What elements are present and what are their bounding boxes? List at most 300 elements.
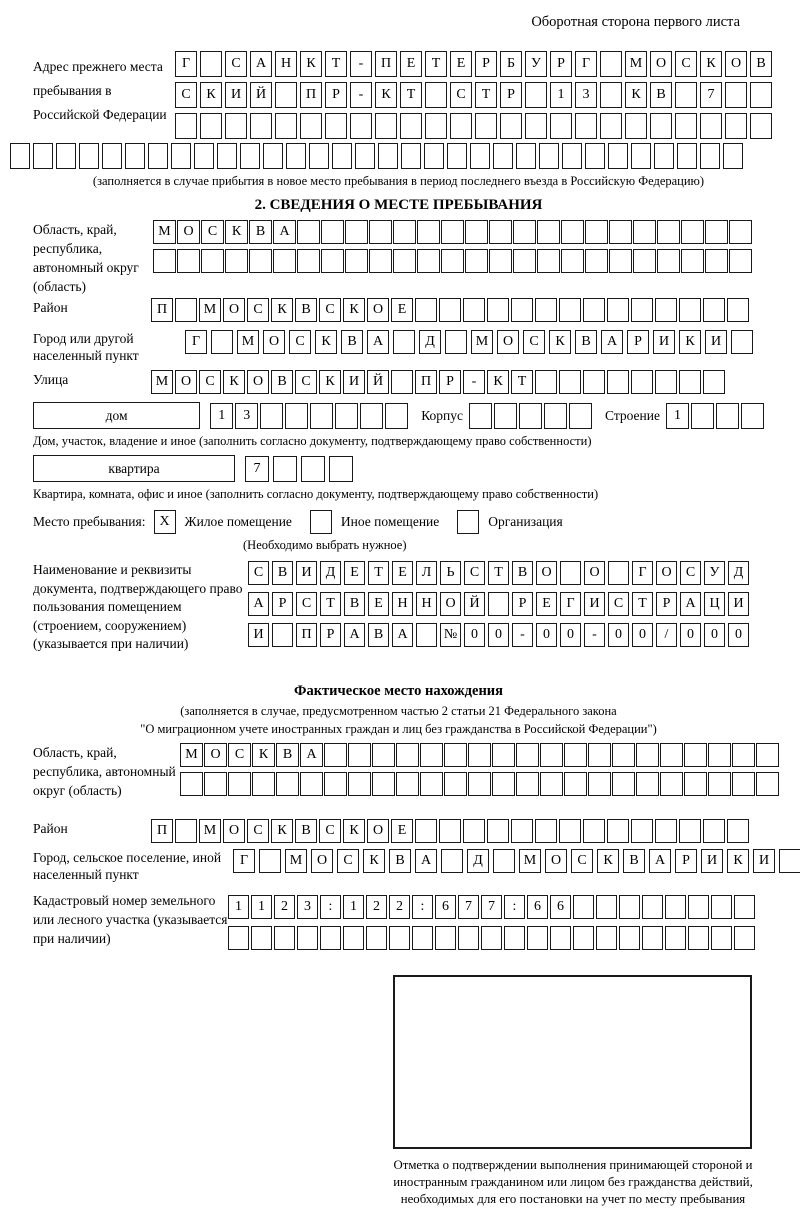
char-cell xyxy=(504,926,525,950)
char-cell: О xyxy=(497,330,519,354)
char-cell xyxy=(393,220,416,244)
char-cell xyxy=(493,143,513,169)
char-cell xyxy=(329,456,353,482)
char-cell xyxy=(465,249,488,273)
stay-option-checkbox-residential: X xyxy=(154,510,176,534)
char-cell: 1 xyxy=(343,895,364,919)
char-cell: И xyxy=(653,330,675,354)
char-cell xyxy=(345,220,368,244)
char-cell xyxy=(642,895,663,919)
char-cell: К xyxy=(225,220,248,244)
char-grid-row xyxy=(248,623,749,647)
char-cell: 2 xyxy=(389,895,410,919)
document-block xyxy=(33,561,764,673)
char-cell xyxy=(200,113,222,139)
document-grid xyxy=(248,561,749,647)
char-cell: Е xyxy=(400,51,422,77)
char-cell: Г xyxy=(175,51,197,77)
char-cell: / xyxy=(656,623,677,647)
char-cell xyxy=(583,370,605,394)
char-cell xyxy=(251,926,272,950)
actual-region-grid xyxy=(180,743,779,796)
char-cell xyxy=(608,561,629,585)
char-grid-row xyxy=(469,403,592,429)
char-cell: С xyxy=(608,592,629,616)
char-cell xyxy=(540,772,563,796)
char-cell xyxy=(560,561,581,585)
char-cell xyxy=(688,926,709,950)
char-cell: - xyxy=(584,623,605,647)
char-cell xyxy=(332,143,352,169)
char-cell: - xyxy=(350,51,372,77)
stamp-caption: Отметка о подтверждении выполнения принимающей стороной и иностранным гражданином или лицом без гражданства действий, необходимых для его постановки на учет по месту пребывания xyxy=(393,1158,753,1206)
char-cell xyxy=(153,249,176,273)
char-cell: Н xyxy=(392,592,413,616)
char-cell xyxy=(252,772,275,796)
char-cell: 0 xyxy=(464,623,485,647)
char-cell: 0 xyxy=(728,623,749,647)
char-cell: О xyxy=(175,370,197,394)
char-cell: О xyxy=(545,849,567,873)
char-cell: В xyxy=(344,592,365,616)
char-cell xyxy=(79,143,99,169)
char-cell xyxy=(378,143,398,169)
char-cell: Т xyxy=(488,561,509,585)
char-grid-row xyxy=(248,592,749,616)
char-cell xyxy=(703,298,725,322)
stay-option-label-organization: Организация xyxy=(488,514,563,529)
char-cell xyxy=(171,143,191,169)
char-cell xyxy=(750,82,772,108)
char-cell xyxy=(321,220,344,244)
char-cell: К xyxy=(363,849,385,873)
char-cell: В xyxy=(623,849,645,873)
char-cell: 2 xyxy=(274,895,295,919)
char-cell: У xyxy=(704,561,725,585)
char-cell xyxy=(297,926,318,950)
actual-location-note-1: (заполняется в случае, предусмотренном частью 2 статьи 21 Федерального закона xyxy=(180,704,617,718)
char-cell xyxy=(750,113,772,139)
char-cell xyxy=(583,819,605,843)
char-cell xyxy=(756,743,779,767)
char-cell xyxy=(681,220,704,244)
char-cell xyxy=(732,743,755,767)
char-cell: 1 xyxy=(550,82,572,108)
char-cell xyxy=(301,456,325,482)
char-cell: А xyxy=(392,623,413,647)
actual-district-label: Район xyxy=(33,821,68,836)
char-cell: Р xyxy=(656,592,677,616)
char-cell: В xyxy=(341,330,363,354)
char-cell xyxy=(175,113,197,139)
char-cell xyxy=(175,819,197,843)
char-cell xyxy=(703,370,725,394)
char-cell xyxy=(348,772,371,796)
char-cell xyxy=(444,743,467,767)
char-cell: 1 xyxy=(228,895,249,919)
char-cell: Т xyxy=(400,82,422,108)
char-cell: С xyxy=(225,51,247,77)
char-cell xyxy=(463,819,485,843)
char-cell: М xyxy=(153,220,176,244)
char-cell: Й xyxy=(464,592,485,616)
char-cell xyxy=(463,298,485,322)
char-cell xyxy=(492,743,515,767)
char-cell xyxy=(286,143,306,169)
char-cell xyxy=(607,370,629,394)
char-cell xyxy=(441,249,464,273)
char-cell xyxy=(525,82,547,108)
char-cell xyxy=(272,623,293,647)
char-cell: Р xyxy=(500,82,522,108)
char-cell xyxy=(420,772,443,796)
char-cell xyxy=(564,743,587,767)
char-cell: 0 xyxy=(704,623,725,647)
char-cell: И xyxy=(705,330,727,354)
char-cell xyxy=(729,220,752,244)
char-cell xyxy=(688,895,709,919)
char-cell: К xyxy=(727,849,749,873)
char-cell: 7 xyxy=(458,895,479,919)
char-cell: - xyxy=(463,370,485,394)
char-cell: 0 xyxy=(608,623,629,647)
char-cell xyxy=(441,220,464,244)
char-cell: Т xyxy=(325,51,347,77)
char-cell xyxy=(360,403,383,429)
char-cell xyxy=(631,370,653,394)
char-cell xyxy=(276,772,299,796)
char-cell xyxy=(401,143,421,169)
stay-option-label-other: Иное помещение xyxy=(340,514,440,529)
char-cell: В xyxy=(295,298,317,322)
char-cell: П xyxy=(151,298,173,322)
char-cell: С xyxy=(201,220,224,244)
char-cell xyxy=(725,82,747,108)
char-cell xyxy=(631,819,653,843)
char-cell xyxy=(562,143,582,169)
char-cell xyxy=(619,895,640,919)
char-cell: № xyxy=(440,623,461,647)
char-cell: Р xyxy=(627,330,649,354)
char-cell xyxy=(194,143,214,169)
char-cell xyxy=(297,249,320,273)
char-cell xyxy=(660,772,683,796)
char-cell: Д xyxy=(728,561,749,585)
char-cell xyxy=(372,772,395,796)
prev-address-block xyxy=(33,51,764,139)
char-grid-row-full xyxy=(10,143,764,169)
char-cell xyxy=(705,220,728,244)
char-grid-row xyxy=(151,370,725,394)
char-cell: : xyxy=(504,895,525,919)
char-cell xyxy=(559,370,581,394)
char-cell xyxy=(679,370,701,394)
char-cell xyxy=(175,298,197,322)
char-cell xyxy=(211,330,233,354)
char-cell: В xyxy=(650,82,672,108)
char-cell: Д xyxy=(320,561,341,585)
char-cell xyxy=(727,298,749,322)
char-cell xyxy=(263,143,283,169)
char-cell xyxy=(677,143,697,169)
char-cell: А xyxy=(649,849,671,873)
district-row xyxy=(33,298,764,322)
char-cell xyxy=(343,926,364,950)
char-cell: К xyxy=(271,819,293,843)
char-cell xyxy=(607,819,629,843)
char-cell xyxy=(625,113,647,139)
char-cell xyxy=(260,403,283,429)
char-cell xyxy=(489,220,512,244)
char-grid-row xyxy=(151,298,749,322)
char-cell: А xyxy=(415,849,437,873)
char-cell xyxy=(559,298,581,322)
char-cell: Т xyxy=(425,51,447,77)
char-cell xyxy=(535,298,557,322)
char-cell: 0 xyxy=(536,623,557,647)
char-cell xyxy=(550,926,571,950)
char-cell: 7 xyxy=(481,895,502,919)
char-cell: К xyxy=(315,330,337,354)
char-cell xyxy=(636,743,659,767)
char-cell xyxy=(633,249,656,273)
char-cell: У xyxy=(525,51,547,77)
char-cell xyxy=(727,819,749,843)
char-cell: О xyxy=(204,743,227,767)
char-cell xyxy=(636,772,659,796)
char-cell xyxy=(240,143,260,169)
korpus-label: Корпус xyxy=(421,407,463,423)
char-cell: Г xyxy=(632,561,653,585)
char-cell: Т xyxy=(511,370,533,394)
char-cell xyxy=(493,849,515,873)
actual-city-label: Город, сельское поселение, иной населенный пункт xyxy=(33,850,222,882)
char-cell xyxy=(300,113,322,139)
choose-note: (Необходимо выбрать нужное) xyxy=(243,538,407,552)
char-cell xyxy=(369,220,392,244)
char-cell xyxy=(300,772,323,796)
stay-option-checkbox-other xyxy=(310,510,332,534)
actual-region-block xyxy=(33,743,764,817)
char-cell: С xyxy=(450,82,472,108)
char-cell: Р xyxy=(475,51,497,77)
char-grid-row xyxy=(175,82,772,108)
char-cell xyxy=(439,819,461,843)
char-cell: Р xyxy=(439,370,461,394)
char-cell: Ц xyxy=(704,592,725,616)
char-cell: П xyxy=(415,370,437,394)
char-cell: 3 xyxy=(235,403,258,429)
char-cell xyxy=(148,143,168,169)
char-cell xyxy=(573,926,594,950)
char-cell xyxy=(56,143,76,169)
char-cell: К xyxy=(200,82,222,108)
char-cell xyxy=(540,743,563,767)
char-cell xyxy=(469,403,492,429)
char-cell: Р xyxy=(320,623,341,647)
char-cell xyxy=(345,249,368,273)
char-cell xyxy=(201,249,224,273)
char-cell: Т xyxy=(632,592,653,616)
char-grid-row xyxy=(228,895,755,919)
char-cell xyxy=(609,249,632,273)
char-cell: Г xyxy=(185,330,207,354)
char-cell: 3 xyxy=(297,895,318,919)
char-cell: Д xyxy=(419,330,441,354)
char-cell xyxy=(250,113,272,139)
char-cell xyxy=(729,249,752,273)
char-cell: А xyxy=(344,623,365,647)
char-cell xyxy=(559,819,581,843)
char-cell: С xyxy=(675,51,697,77)
char-cell: К xyxy=(679,330,701,354)
char-cell xyxy=(439,298,461,322)
char-cell xyxy=(441,849,463,873)
char-cell xyxy=(708,772,731,796)
char-cell xyxy=(180,772,203,796)
char-cell xyxy=(420,743,443,767)
char-cell xyxy=(487,298,509,322)
char-cell: К xyxy=(487,370,509,394)
char-cell xyxy=(665,895,686,919)
char-cell xyxy=(655,819,677,843)
char-cell xyxy=(708,743,731,767)
char-cell xyxy=(369,249,392,273)
char-grid-row xyxy=(666,403,764,429)
char-cell xyxy=(417,249,440,273)
char-cell xyxy=(756,772,779,796)
char-cell xyxy=(511,819,533,843)
stamp-box xyxy=(393,975,752,1149)
char-cell: М xyxy=(199,298,221,322)
char-cell xyxy=(415,298,437,322)
char-cell xyxy=(33,143,53,169)
char-cell xyxy=(417,220,440,244)
char-cell xyxy=(564,772,587,796)
char-cell: В xyxy=(512,561,533,585)
char-cell xyxy=(608,143,628,169)
char-grid-row xyxy=(180,743,779,767)
char-cell xyxy=(588,743,611,767)
char-grid-row xyxy=(185,330,753,354)
char-cell: К xyxy=(375,82,397,108)
char-cell xyxy=(416,623,437,647)
char-cell xyxy=(516,772,539,796)
char-cell: И xyxy=(248,623,269,647)
char-cell: 6 xyxy=(435,895,456,919)
char-cell xyxy=(600,82,622,108)
street-row xyxy=(33,370,764,394)
char-cell xyxy=(513,249,536,273)
char-cell: Г xyxy=(233,849,255,873)
char-cell xyxy=(600,113,622,139)
char-cell xyxy=(310,403,333,429)
char-cell: Д xyxy=(467,849,489,873)
char-cell: 6 xyxy=(527,895,548,919)
char-cell xyxy=(535,370,557,394)
char-cell: К xyxy=(343,819,365,843)
char-cell xyxy=(675,113,697,139)
region-block xyxy=(33,220,764,296)
char-cell: В xyxy=(272,561,293,585)
char-cell: Н xyxy=(416,592,437,616)
char-cell xyxy=(492,772,515,796)
char-cell: С xyxy=(199,370,221,394)
char-cell xyxy=(607,298,629,322)
char-cell xyxy=(275,113,297,139)
char-cell: М xyxy=(471,330,493,354)
char-grid-row xyxy=(245,456,353,482)
char-cell: Л xyxy=(416,561,437,585)
char-cell xyxy=(609,220,632,244)
actual-city-row xyxy=(33,849,770,885)
char-cell xyxy=(539,143,559,169)
char-grid-row xyxy=(248,561,749,585)
street-label: Улица xyxy=(33,372,69,387)
char-cell xyxy=(725,113,747,139)
char-cell: С xyxy=(248,561,269,585)
char-cell: О xyxy=(247,370,269,394)
stay-option-label-residential: Жилое помещение xyxy=(184,514,292,529)
region-label: Область, край, республика, автономный округ (область) xyxy=(33,222,139,294)
char-cell: Г xyxy=(560,592,581,616)
prev-address-label: Адрес прежнего места пребывания в Российской Федерации xyxy=(33,59,167,122)
char-cell: Р xyxy=(675,849,697,873)
char-cell: 3 xyxy=(575,82,597,108)
char-cell xyxy=(660,743,683,767)
char-cell xyxy=(700,143,720,169)
char-cell xyxy=(731,330,753,354)
char-cell: М xyxy=(625,51,647,77)
char-cell xyxy=(321,249,344,273)
char-cell xyxy=(470,143,490,169)
char-cell xyxy=(488,592,509,616)
char-cell xyxy=(596,926,617,950)
char-cell: О xyxy=(584,561,605,585)
char-cell: А xyxy=(250,51,272,77)
char-cell xyxy=(537,220,560,244)
char-cell xyxy=(350,113,372,139)
char-cell xyxy=(372,743,395,767)
char-cell xyxy=(585,220,608,244)
char-cell: Е xyxy=(344,561,365,585)
document-label: Наименование и реквизиты документа, подтверждающего право пользования помещением (строением, сооружением) (указывается при наличии) xyxy=(33,562,243,651)
char-cell: Р xyxy=(512,592,533,616)
char-cell xyxy=(274,926,295,950)
char-cell xyxy=(273,249,296,273)
char-cell: К xyxy=(271,298,293,322)
char-cell: А xyxy=(273,220,296,244)
section2-title: 2. СВЕДЕНИЯ О МЕСТЕ ПРЕБЫВАНИЯ xyxy=(254,197,543,213)
char-cell xyxy=(561,249,584,273)
char-cell xyxy=(705,249,728,273)
char-cell xyxy=(228,926,249,950)
stay-option-checkbox-organization xyxy=(457,510,479,534)
char-cell: К xyxy=(625,82,647,108)
char-cell xyxy=(657,249,680,273)
char-cell xyxy=(217,143,237,169)
char-cell: С xyxy=(680,561,701,585)
char-cell: О xyxy=(263,330,285,354)
char-cell: Б xyxy=(500,51,522,77)
char-cell: Г xyxy=(575,51,597,77)
char-grid-row xyxy=(175,113,772,139)
char-cell xyxy=(691,403,714,429)
char-cell: Й xyxy=(367,370,389,394)
prev-address-note: (заполняется в случае прибытия в новое место пребывания в период последнего въезда в Российскую Федерацию) xyxy=(92,174,705,188)
char-cell: А xyxy=(248,592,269,616)
char-cell xyxy=(489,249,512,273)
